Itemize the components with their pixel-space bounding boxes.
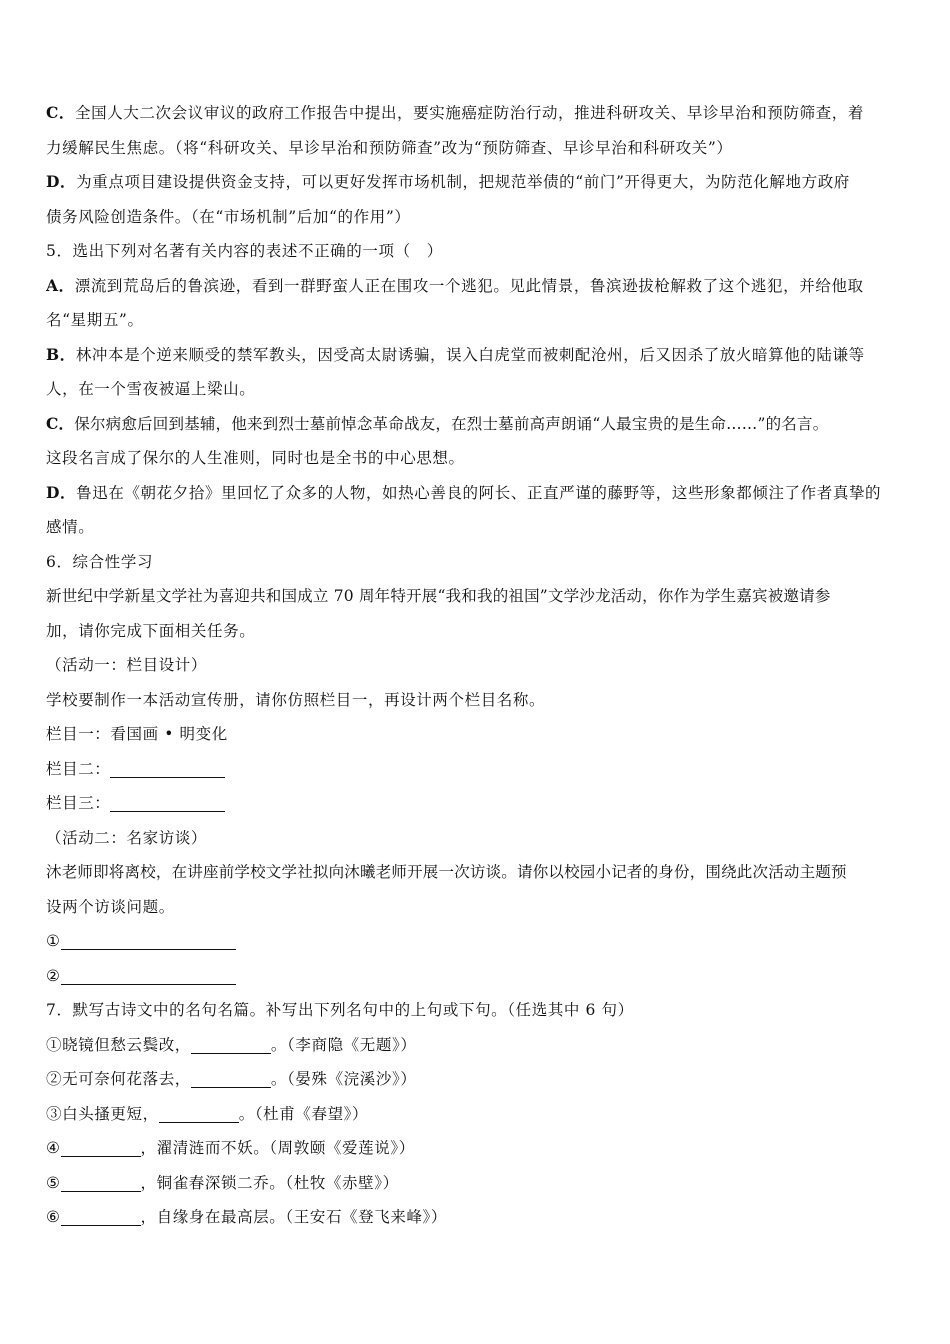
q6-interview-question-2 [46,959,908,994]
question-number: ② [46,966,61,985]
option-text: 保尔病愈后回到基辅，他来到烈士墓前悼念革命战友，在烈士墓前高声朗诵“人最宝贵的是生命……”的名言。 [74,414,829,433]
q4-option-d-line2: 债务风险创造条件。（在“市场机制”后加“的作用”） [46,207,411,226]
item-text-before: 无可奈何花落去， [62,1070,191,1088]
option-letter: D． [46,482,77,502]
answer-blank[interactable] [61,964,236,985]
item-number: ⑥ [46,1208,61,1226]
item-text-after: ，铜雀春深锁二乔。（杜牧《赤壁》） [140,1173,399,1192]
q7-item-5 [46,1166,908,1201]
q6-stem: 6．综合性学习 [46,552,154,571]
q6-column3 [46,786,908,821]
q7-item-2 [46,1062,908,1097]
q6-activity2-text-line1: 沐老师即将离校，在讲座前学校文学社拟向沐曦老师开展一次访谈。请你以校园小记者的身份，围绕此次活动主题预 [46,863,847,881]
q7-item-1 [46,1028,908,1063]
question-number: ① [46,932,61,950]
answer-blank[interactable] [61,1205,141,1226]
answer-blank[interactable] [191,1067,271,1088]
item-text-after: 。（李商隐《无题》） [270,1035,417,1054]
q7-item-6 [46,1200,908,1235]
q6-activity1-title: （活动一：栏目设计） [46,656,208,674]
q4-option-d-line1 [46,165,908,200]
item-number: ② [46,1070,63,1088]
q5-stem: 5．选出下列对名著有关内容的表述不正确的一项（ ） [46,242,443,260]
q5-option-c-line2: 这段名言成了保尔的人生准则，同时也是全书的中心思想。 [46,449,465,467]
q6-activity2-title: （活动二：名家访谈） [46,828,208,847]
answer-blank[interactable] [159,1102,239,1123]
item-number: ④ [46,1139,61,1157]
item-text-after: ，自缘身在最高层。（王安石《登飞来峰》） [140,1208,448,1226]
item-number: ⑤ [46,1173,61,1192]
answer-blank[interactable] [191,1033,271,1054]
option-letter: C． [46,413,75,433]
option-text: 漂流到荒岛后的鲁滨逊，看到一群野蛮人正在围攻一个逃犯。见此情景，鲁滨逊拔枪解救了这个逃犯，并给他取 [74,276,864,295]
option-letter: C． [46,103,76,122]
option-text: 林冲本是个逆来顺受的禁军教头，因受高太尉诱骗，误入白虎堂而被刺配沧州，后又因杀了放火暗算他的陆谦等 [75,345,865,364]
item-text-after: ，濯清涟而不妖。（周敦颐《爱莲说》） [140,1139,415,1157]
q4-option-c-line2: 力缓解民生焦虑。（将“科研攻关、早诊早治和预防筛查”改为“预防筛查、早诊早治和科研攻关”） [46,138,733,157]
q6-column2 [46,752,908,787]
item-text-before: 晓镜但愁云鬓改， [62,1035,191,1054]
q7-item-3 [46,1097,908,1132]
item-number: ③ [46,1104,63,1123]
item-number: ① [46,1035,63,1054]
q7-item-4 [46,1131,908,1166]
item-text-after: 。（杜甫《春望》） [238,1104,369,1123]
answer-blank[interactable] [110,757,225,778]
q6-interview-question-1 [46,924,908,959]
column-label: 栏目三： [46,794,111,812]
q6-activity1-text: 学校要制作一本活动宣传册，请你仿照栏目一，再设计两个栏目名称。 [46,690,546,709]
column-label: 栏目二： [46,759,111,778]
q5-option-b-line2: 人，在一个雪夜被逼上梁山。 [46,380,256,398]
q6-intro-line2: 加，请你完成下面相关任务。 [46,621,256,640]
answer-blank[interactable] [61,1136,141,1157]
q5-option-d-line1 [46,476,908,511]
q6-column1: 栏目一：看国画 • 明变化 [46,725,228,743]
q4-option-c-line1 [46,96,908,131]
q7-stem: 7．默写古诗文中的名句名篇。补写出下列名句中的上句或下句。（任选其中 6 句） [46,1001,634,1019]
item-text-after: 。（晏殊《浣溪沙》） [270,1070,417,1088]
q6-intro-line1: 新世纪中学新星文学社为喜迎共和国成立 70 周年特开展“我和我的祖国”文学沙龙活动，你作为学生嘉宾被邀请参 [46,587,831,605]
exam-page [46,96,908,1235]
q6-activity2-text-line2: 设两个访谈问题。 [46,897,175,916]
answer-blank[interactable] [61,1171,141,1192]
item-text-before: 白头搔更短， [62,1104,159,1123]
q5-option-a-line1 [46,269,908,304]
option-letter: D． [46,172,77,191]
q5-option-c-line1 [46,407,908,442]
option-letter: B． [46,344,76,364]
option-text: 为重点项目建设提供资金支持，可以更好发挥市场机制，把规范举债的“前门”开得更大，为防范化解地方政府 [76,173,850,191]
option-letter: A． [46,275,75,295]
option-text: 鲁迅在《朝花夕拾》里回忆了众多的人物，如热心善良的阿长、正直严谨的藤野等，这些形象都倾注了作者真挚的 [76,483,882,502]
q5-option-b-line1 [46,338,908,373]
answer-blank[interactable] [110,791,225,812]
q5-option-d-line2: 感情。 [46,518,95,536]
option-text: 全国人大二次会议审议的政府工作报告中提出，要实施癌症防治行动，推进科研攻关、早诊早治和预防筛查，着 [75,104,864,122]
q5-option-a-line2: 名“星期五”。 [46,311,144,329]
answer-blank[interactable] [61,929,236,950]
